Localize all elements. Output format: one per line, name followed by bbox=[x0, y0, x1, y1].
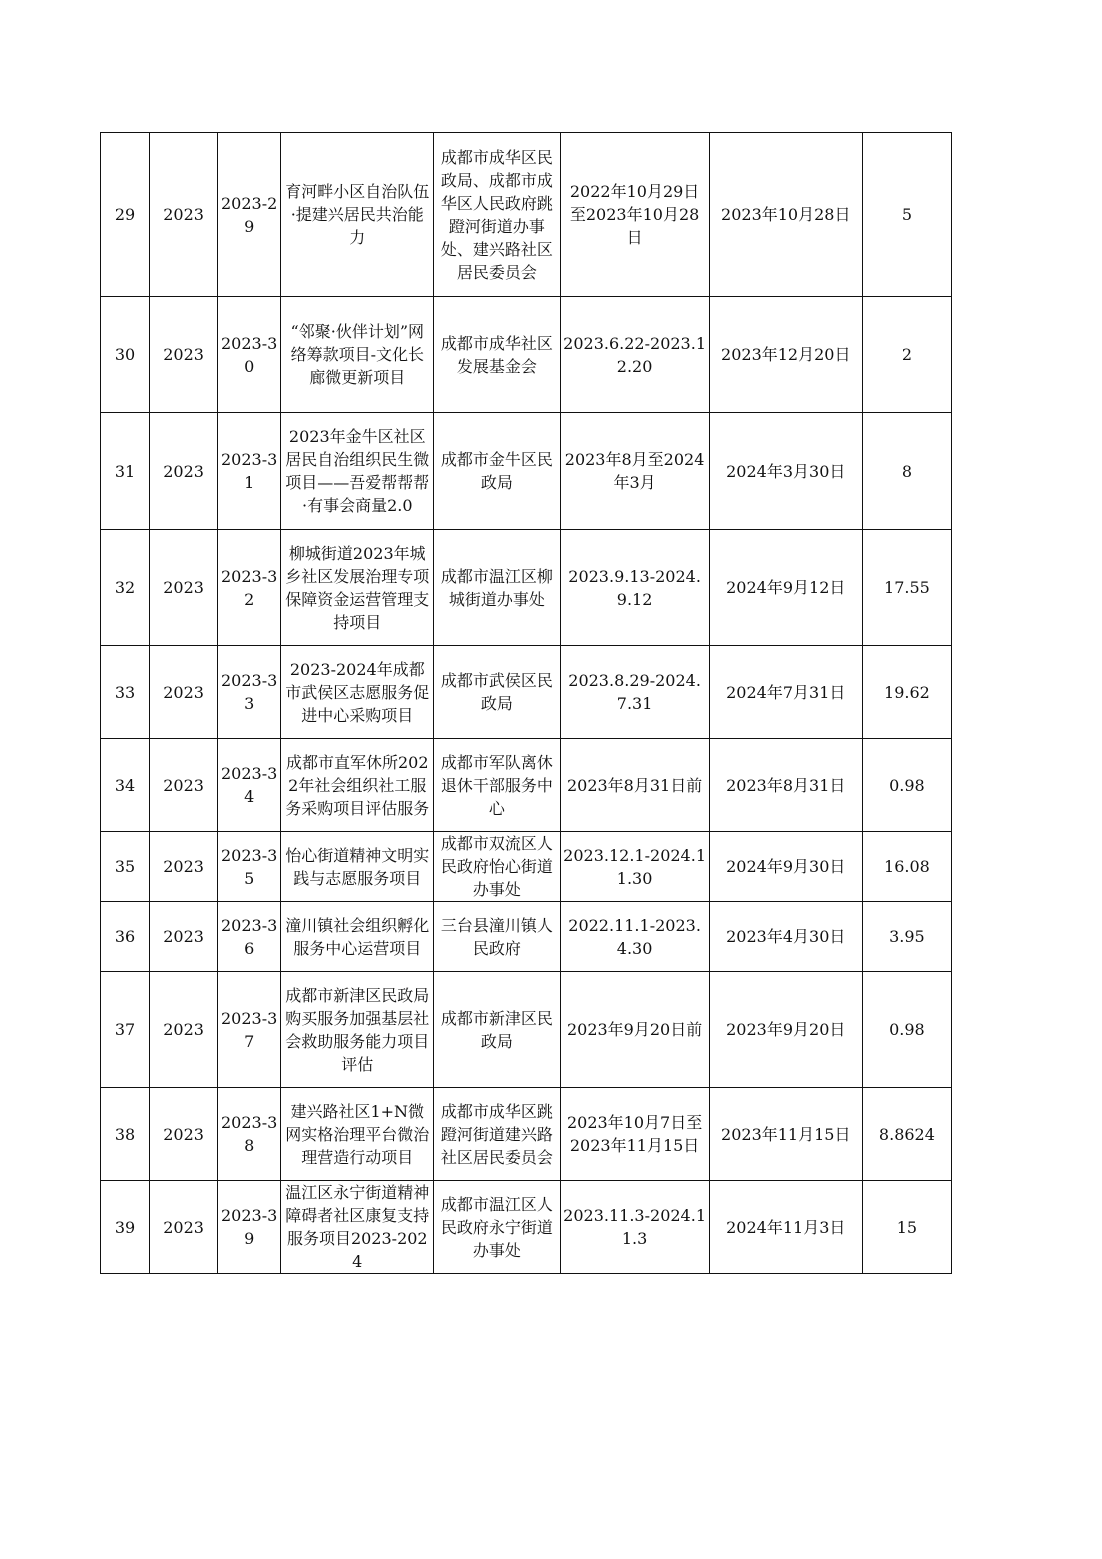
row-amount: 3.95 bbox=[862, 902, 951, 972]
row-year: 2023 bbox=[150, 902, 218, 972]
table-row bbox=[101, 832, 952, 902]
row-code: 2023-38 bbox=[218, 1088, 281, 1181]
row-project-name: 成都市直军休所2022年社会组织社工服务采购项目评估服务 bbox=[281, 739, 434, 832]
row-project-name: 育河畔小区自治队伍·提建兴居民共治能力 bbox=[281, 133, 434, 297]
row-end-date: 2023年9月20日 bbox=[709, 972, 862, 1088]
row-period: 2023.6.22-2023.12.20 bbox=[560, 297, 709, 413]
row-period: 2023.9.13-2024.9.12 bbox=[560, 530, 709, 646]
row-end-date: 2023年8月31日 bbox=[709, 739, 862, 832]
row-period: 2023年8月至2024年3月 bbox=[560, 413, 709, 530]
row-number: 30 bbox=[101, 297, 150, 413]
table-row bbox=[101, 972, 952, 1088]
row-year: 2023 bbox=[150, 646, 218, 739]
row-organization: 成都市新津区民政局 bbox=[434, 972, 560, 1088]
row-organization: 成都市成华区民政局、成都市成华区人民政府跳蹬河街道办事处、建兴路社区居民委员会 bbox=[434, 133, 560, 297]
row-organization: 成都市成华区跳蹬河街道建兴路社区居民委员会 bbox=[434, 1088, 560, 1181]
row-number: 31 bbox=[101, 413, 150, 530]
row-amount: 8.8624 bbox=[862, 1088, 951, 1181]
row-project-name: “邻聚·伙伴计划”网络筹款项目-文化长廊微更新项目 bbox=[281, 297, 434, 413]
row-code: 2023-33 bbox=[218, 646, 281, 739]
row-organization: 成都市成华社区发展基金会 bbox=[434, 297, 560, 413]
row-number: 39 bbox=[101, 1181, 150, 1274]
row-amount: 2 bbox=[862, 297, 951, 413]
row-number: 35 bbox=[101, 832, 150, 902]
row-code: 2023-32 bbox=[218, 530, 281, 646]
row-period: 2023年8月31日前 bbox=[560, 739, 709, 832]
table-row bbox=[101, 739, 952, 832]
row-organization: 成都市金牛区民政局 bbox=[434, 413, 560, 530]
row-period: 2022年10月29日至2023年10月28日 bbox=[560, 133, 709, 297]
row-number: 34 bbox=[101, 739, 150, 832]
row-project-name: 2023年金牛区社区居民自治组织民生微项目——吾爱帮帮帮·有事会商量2.0 bbox=[281, 413, 434, 530]
table-row bbox=[101, 413, 952, 530]
row-code: 2023-34 bbox=[218, 739, 281, 832]
row-period: 2022.11.1-2023.4.30 bbox=[560, 902, 709, 972]
row-amount: 15 bbox=[862, 1181, 951, 1274]
row-number: 38 bbox=[101, 1088, 150, 1181]
row-organization: 成都市温江区柳城街道办事处 bbox=[434, 530, 560, 646]
table-row bbox=[101, 646, 952, 739]
row-amount: 0.98 bbox=[862, 972, 951, 1088]
row-project-name: 温江区永宁街道精神障碍者社区康复支持服务项目2023-2024 bbox=[281, 1181, 434, 1274]
row-end-date: 2024年9月30日 bbox=[709, 832, 862, 902]
row-number: 33 bbox=[101, 646, 150, 739]
row-period: 2023年10月7日至2023年11月15日 bbox=[560, 1088, 709, 1181]
row-end-date: 2023年4月30日 bbox=[709, 902, 862, 972]
row-end-date: 2024年7月31日 bbox=[709, 646, 862, 739]
row-number: 32 bbox=[101, 530, 150, 646]
row-year: 2023 bbox=[150, 832, 218, 902]
row-period: 2023.11.3-2024.11.3 bbox=[560, 1181, 709, 1274]
row-project-name: 柳城街道2023年城乡社区发展治理专项保障资金运营管理支持项目 bbox=[281, 530, 434, 646]
row-end-date: 2024年11月3日 bbox=[709, 1181, 862, 1274]
row-end-date: 2023年11月15日 bbox=[709, 1088, 862, 1181]
row-organization: 三台县潼川镇人民政府 bbox=[434, 902, 560, 972]
row-amount: 17.55 bbox=[862, 530, 951, 646]
row-organization: 成都市军队离休退休干部服务中心 bbox=[434, 739, 560, 832]
row-code: 2023-39 bbox=[218, 1181, 281, 1274]
row-project-name: 怡心街道精神文明实践与志愿服务项目 bbox=[281, 832, 434, 902]
row-year: 2023 bbox=[150, 1088, 218, 1181]
table-row bbox=[101, 1088, 952, 1181]
row-period: 2023年9月20日前 bbox=[560, 972, 709, 1088]
row-code: 2023-31 bbox=[218, 413, 281, 530]
row-amount: 8 bbox=[862, 413, 951, 530]
row-end-date: 2023年10月28日 bbox=[709, 133, 862, 297]
row-year: 2023 bbox=[150, 133, 218, 297]
row-period: 2023.12.1-2024.11.30 bbox=[560, 832, 709, 902]
row-amount: 19.62 bbox=[862, 646, 951, 739]
row-period: 2023.8.29-2024.7.31 bbox=[560, 646, 709, 739]
row-organization: 成都市双流区人民政府怡心街道办事处 bbox=[434, 832, 560, 902]
row-year: 2023 bbox=[150, 739, 218, 832]
row-project-name: 成都市新津区民政局购买服务加强基层社会救助服务能力项目评估 bbox=[281, 972, 434, 1088]
row-number: 29 bbox=[101, 133, 150, 297]
table-row bbox=[101, 530, 952, 646]
row-organization: 成都市温江区人民政府永宁街道办事处 bbox=[434, 1181, 560, 1274]
row-amount: 16.08 bbox=[862, 832, 951, 902]
table-row bbox=[101, 1181, 952, 1274]
row-end-date: 2023年12月20日 bbox=[709, 297, 862, 413]
row-end-date: 2024年3月30日 bbox=[709, 413, 862, 530]
row-amount: 0.98 bbox=[862, 739, 951, 832]
row-end-date: 2024年9月12日 bbox=[709, 530, 862, 646]
row-year: 2023 bbox=[150, 530, 218, 646]
row-project-name: 潼川镇社会组织孵化服务中心运营项目 bbox=[281, 902, 434, 972]
row-amount: 5 bbox=[862, 133, 951, 297]
row-project-name: 建兴路社区1+N微网实格治理平台微治理营造行动项目 bbox=[281, 1088, 434, 1181]
row-number: 37 bbox=[101, 972, 150, 1088]
row-project-name: 2023-2024年成都市武侯区志愿服务促进中心采购项目 bbox=[281, 646, 434, 739]
records-table bbox=[100, 132, 952, 1274]
table-row bbox=[101, 297, 952, 413]
row-year: 2023 bbox=[150, 1181, 218, 1274]
row-year: 2023 bbox=[150, 413, 218, 530]
row-code: 2023-37 bbox=[218, 972, 281, 1088]
row-code: 2023-36 bbox=[218, 902, 281, 972]
row-number: 36 bbox=[101, 902, 150, 972]
row-code: 2023-35 bbox=[218, 832, 281, 902]
table-row bbox=[101, 902, 952, 972]
row-organization: 成都市武侯区民政局 bbox=[434, 646, 560, 739]
row-year: 2023 bbox=[150, 297, 218, 413]
row-year: 2023 bbox=[150, 972, 218, 1088]
row-code: 2023-30 bbox=[218, 297, 281, 413]
table-row bbox=[101, 133, 952, 297]
row-code: 2023-29 bbox=[218, 133, 281, 297]
